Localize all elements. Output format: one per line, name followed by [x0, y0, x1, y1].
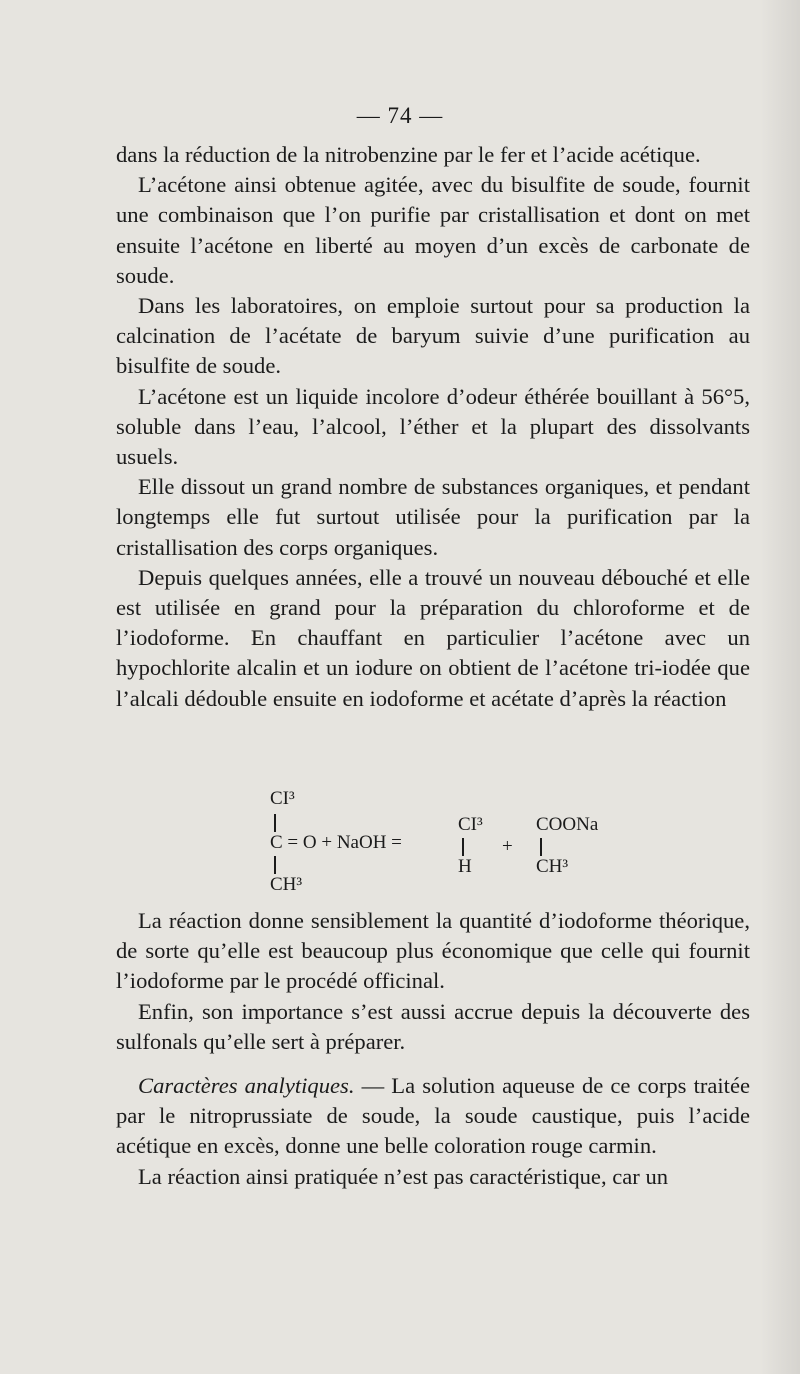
chemical-equation [258, 786, 638, 901]
formula-product1-top: CI³ [458, 814, 483, 835]
formula-product2-bottom: CH³ [536, 856, 569, 877]
paragraph-analytic [116, 1071, 750, 1162]
paragraph-5: Elle dissout un grand nombre de substances organiques, et pendant longtemps elle fut surtout utilisée pour la purification par la cristallisation des corps organiques. [116, 474, 750, 560]
paragraph-3: Dans les laboratoires, on emploie surtout pour sa production la calcination de l’acétate de baryum suivie d’une purification au bisulfite de soude. [116, 293, 750, 379]
formula-product2-bond [540, 838, 542, 856]
paragraph-2: L’acétone ainsi obtenue agitée, avec du bisulfite de soude, fournit une combinaison que l’on purifie par cristallisation et dont on met ensuite l’acétone en liberté au moyen d’un excès de carbonate de soude. [116, 172, 750, 288]
analytic-text: — La solution aqueuse de ce corps traitée par le nitroprussiate de soude, la soude caustique, puis l’acide acétique en excès, donne une belle coloration rouge carmin. [116, 1073, 751, 1159]
formula-bond-top [274, 814, 276, 832]
formula-product2-top: COONa [536, 814, 599, 835]
formula-product1-bond [462, 838, 464, 856]
paragraph-last: La réaction ainsi pratiquée n’est pas caractéristique, car un [138, 1163, 669, 1189]
paragraph-4: L’acétone est un liquide incolore d’odeur éthérée bouillant à 56°5, soluble dans l’eau, l’alcool, l’éther et la plupart des dissolvants usuels. [116, 383, 750, 470]
formula-bond-bottom [274, 856, 276, 874]
analytic-heading: Caractères analytiques. [138, 1073, 355, 1099]
lower-text-block [116, 906, 750, 1192]
formula-bottom-group: CH³ [270, 874, 303, 895]
formula-left-center: C = O + NaOH = [270, 832, 402, 853]
formula-top-group: CI³ [270, 788, 295, 809]
page-edge-shadow [760, 0, 800, 1374]
formula-product1-bottom: H [458, 856, 472, 877]
formula-plus: + [502, 836, 513, 857]
paragraph-1: dans la réduction de la nitrobenzine par le fer et l’acide acétique. [116, 142, 701, 167]
upper-text-block [116, 140, 750, 714]
paragraph-6: Depuis quelques années, elle a trouvé un nouveau débouché et elle est utilisée en grand pour la préparation du chloroforme et de l’iodoforme. En chauffant en particulier l’acétone avec un hypochlorite alcalin et un iodure on obtient de l’acétone tri-iodée que l’alcali dédouble ensuite en iodoforme et acétate d’après la réaction [116, 564, 750, 711]
page-number: — 74 — [356, 103, 444, 128]
paragraph-7: La réaction donne sensiblement la quantité d’iodoforme théorique, de sorte qu’elle est beaucoup plus économique que celle qui fournit l’iodoforme par le procédé officinal. [116, 908, 750, 994]
paragraph-8: Enfin, son importance s’est aussi accrue depuis la découverte des sulfonals qu’elle sert à préparer. [116, 998, 750, 1054]
